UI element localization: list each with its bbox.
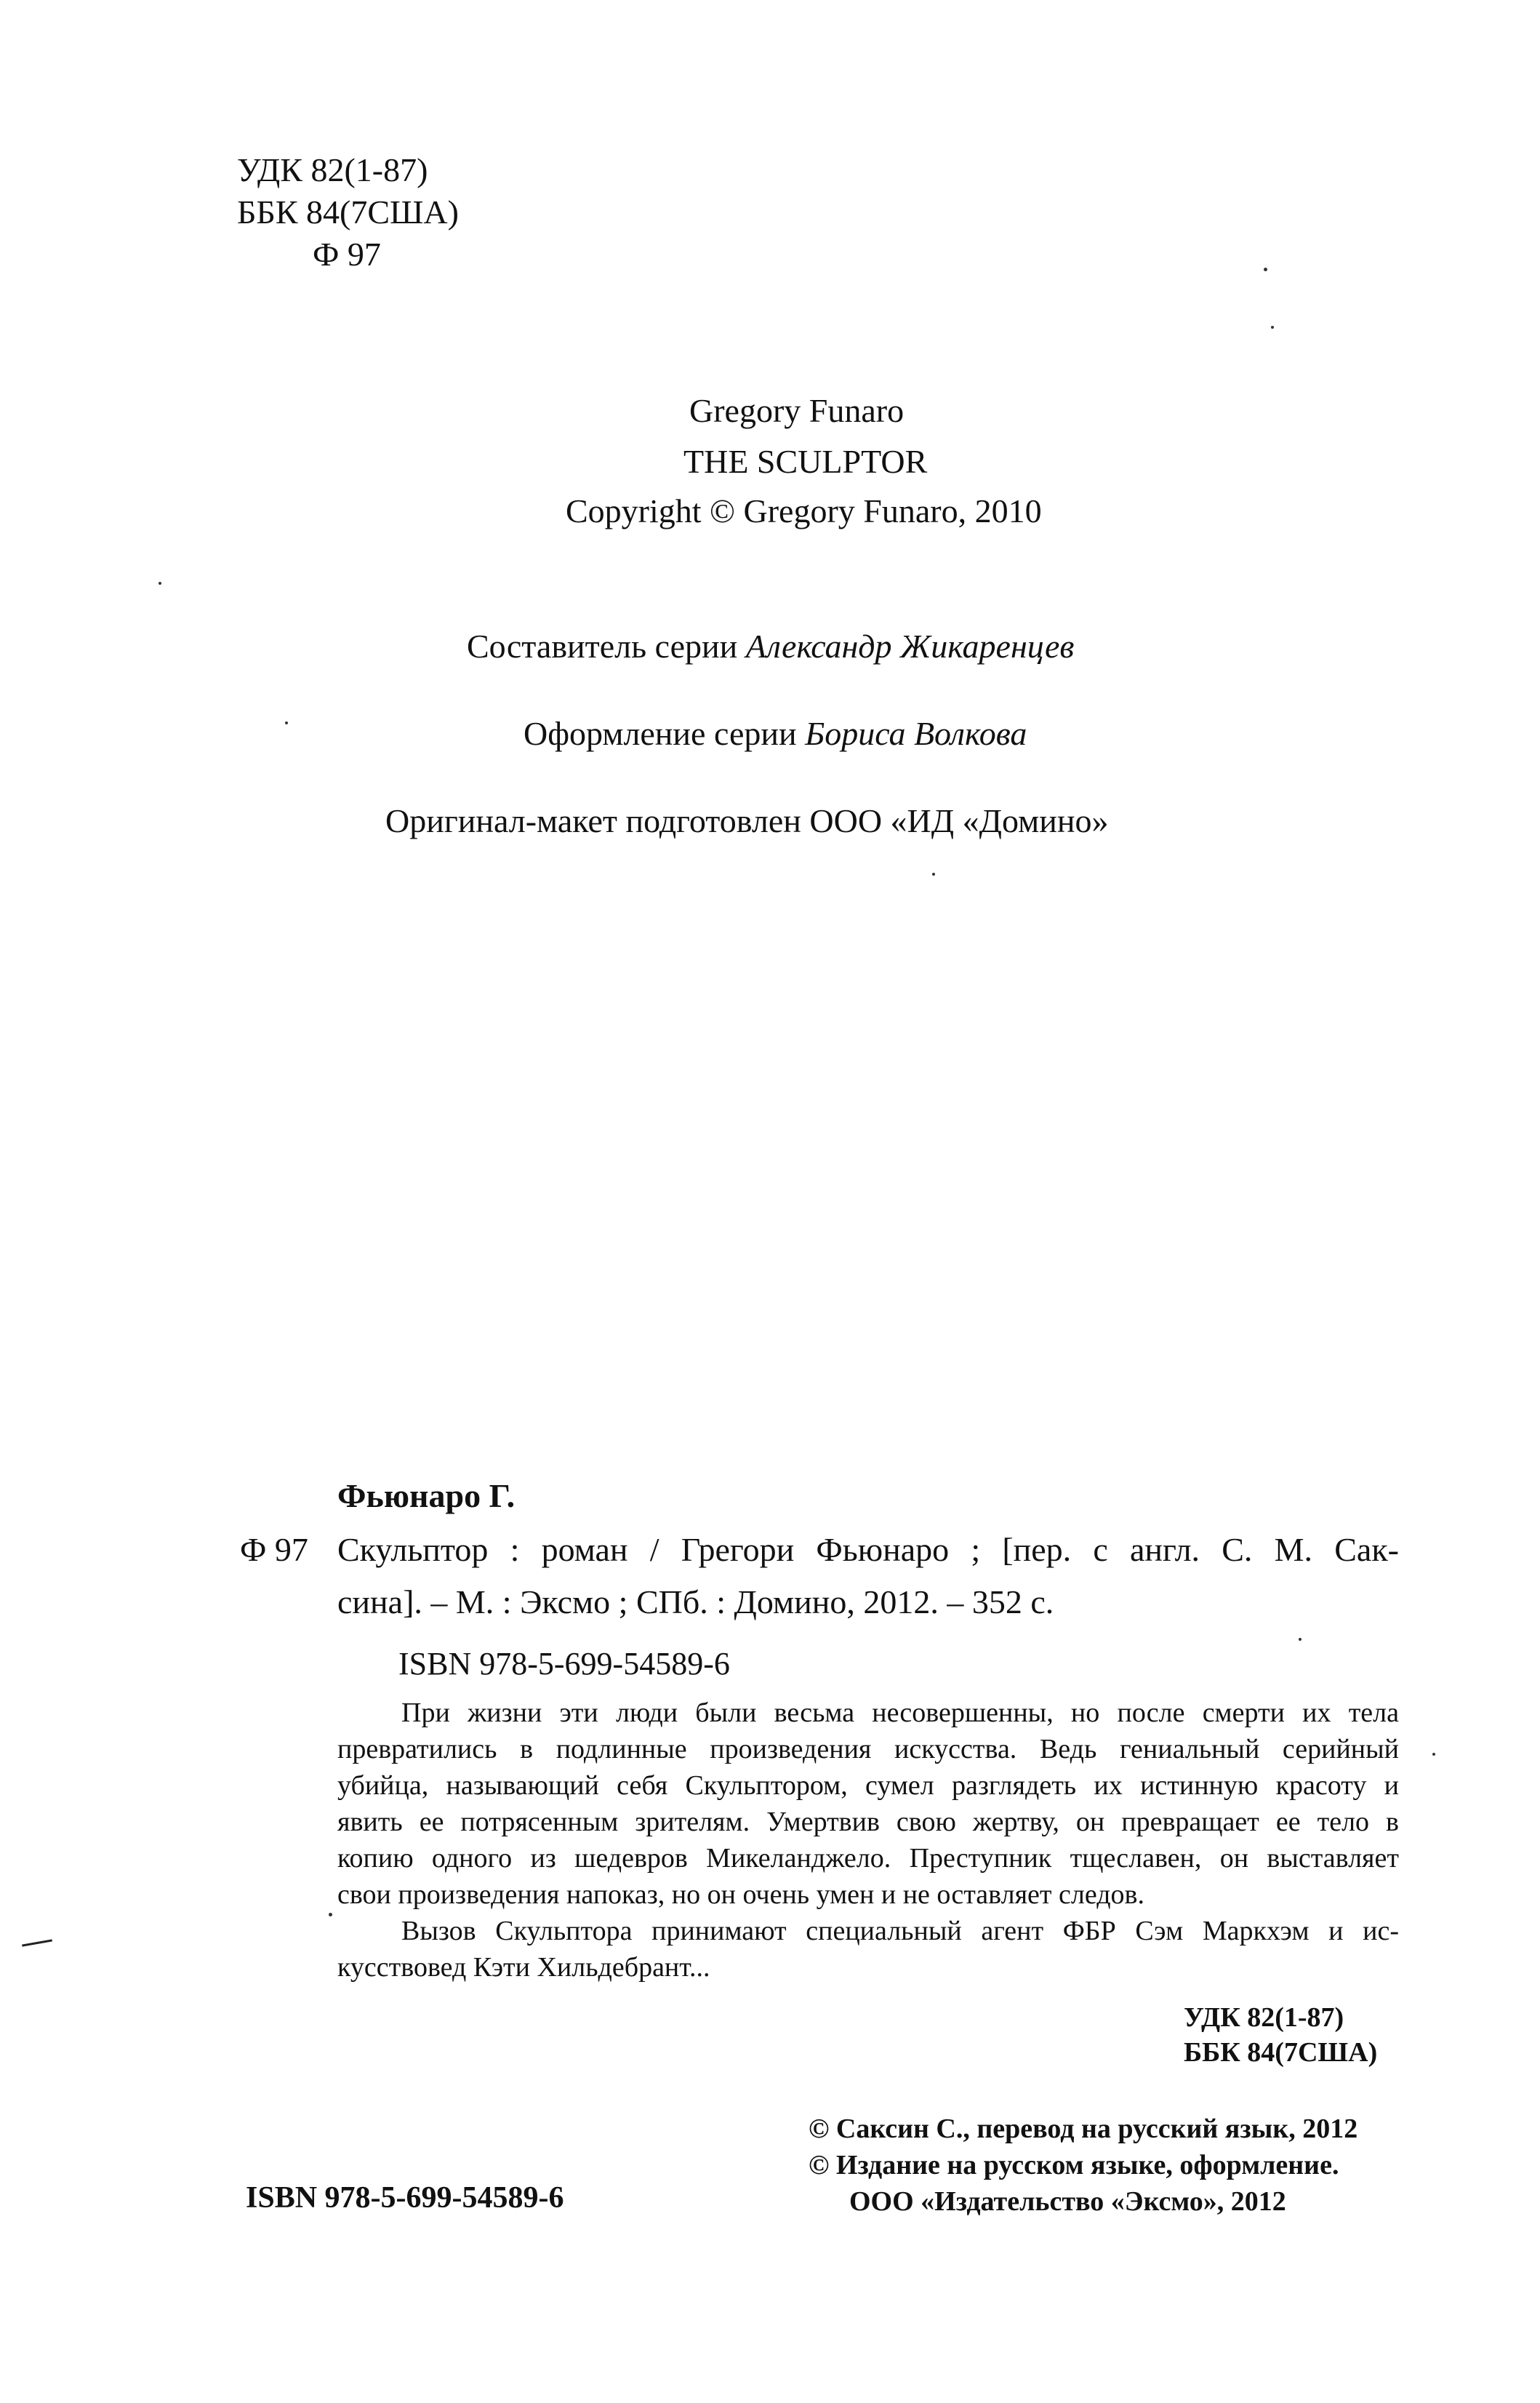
series-compiler-label: Составитель серии	[467, 628, 738, 665]
copyright-publisher: ООО «Издательство «Эксмо», 2012	[849, 2186, 1286, 2217]
annotation-line: При жизни эти люди были весьма несовершенны, но после смерти их тела	[401, 1698, 1399, 1728]
scan-speck	[1264, 268, 1267, 271]
scan-speck	[932, 873, 935, 876]
annotation-line: явить ее потрясенным зрителям. Умертвив свою жертву, он превращает ее тело в	[337, 1807, 1399, 1837]
annotation	[337, 1695, 1399, 1986]
series-compiler	[467, 627, 1074, 665]
layout-credit: Оригинал-макет подготовлен ООО «ИД «Домино»	[385, 802, 1109, 839]
scan-speck	[1271, 326, 1274, 329]
scan-speck	[1432, 1753, 1435, 1756]
series-design-label: Оформление серии	[524, 715, 797, 752]
original-author: Gregory Funaro	[689, 392, 905, 429]
annotation-line: свои произведения напоказ, но он очень умен и не оставляет следов.	[337, 1879, 1144, 1910]
copyright-block	[809, 2111, 1357, 2220]
bbk-code: ББК 84(7США)	[237, 193, 459, 231]
catalog-isbn: ISBN 978-5-699-54589-6	[398, 1646, 730, 1682]
isbn-bottom: ISBN 978-5-699-54589-6	[246, 2181, 564, 2215]
copyright-edition: © Издание на русском языке, оформление.	[809, 2150, 1339, 2180]
series-design	[524, 714, 1027, 753]
bottom-classification-codes	[1184, 2000, 1377, 2070]
author-index: Ф 97	[313, 236, 381, 273]
catalog-line-1: Скульптор : роман / Грегори Фьюнаро ; [пер. с англ. С. М. Сак-	[337, 1531, 1399, 1568]
top-classification-codes	[237, 149, 459, 276]
copyright-translation: © Саксин С., перевод на русский язык, 2012	[809, 2114, 1358, 2144]
catalog-author: Фьюнаро Г.	[337, 1477, 516, 1514]
original-title: THE SCULPTOR	[683, 443, 928, 480]
annotation-line: копию одного из шедевров Микеланджело. Преступник тщеславен, он выставляет	[337, 1843, 1399, 1874]
original-copyright: Copyright © Gregory Funaro, 2010	[566, 492, 1042, 529]
scan-speck	[1299, 1638, 1302, 1641]
scan-speck	[285, 721, 288, 724]
series-compiler-name: Александр Жикаренцев	[745, 628, 1075, 665]
catalog-line-2: сина]. – М. : Эксмо ; СПб. : Домино, 2012. – 352 с.	[337, 1583, 1054, 1620]
annotation-line: убийца, называющий себя Скульптором, сумел разглядеть их истинную красоту и	[337, 1770, 1399, 1801]
scan-mark	[22, 1939, 52, 1946]
series-design-name: Бориса Волкова	[805, 715, 1027, 752]
annotation-line: превратились в подлинные произведения искусства. Ведь гениальный серийный	[337, 1734, 1399, 1764]
bbk-code-bottom: ББК 84(7США)	[1184, 2037, 1378, 2068]
udk-code-bottom: УДК 82(1-87)	[1184, 2002, 1344, 2033]
annotation-line: Вызов Скульптора принимают специальный агент ФБР Сэм Маркхэм и ис-	[401, 1916, 1399, 1946]
udk-code: УДК 82(1-87)	[237, 151, 428, 188]
catalog-index: Ф 97	[240, 1531, 308, 1568]
scan-speck	[159, 582, 161, 585]
annotation-line: кусствовед Кэти Хильдебрант...	[337, 1952, 710, 1983]
scan-speck	[329, 1913, 332, 1916]
